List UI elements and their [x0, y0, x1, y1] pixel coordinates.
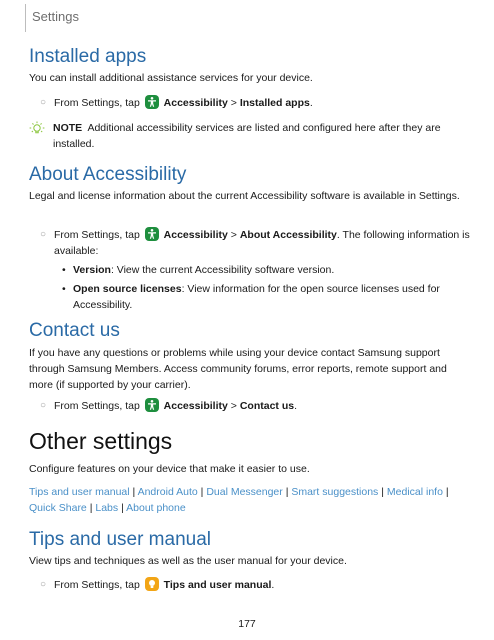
step-marker: ○: [40, 229, 47, 240]
step-suffix: . The following information is available:: [54, 229, 470, 257]
link-dual-messenger[interactable]: Dual Messenger: [206, 486, 283, 498]
link-separator: |: [132, 486, 136, 498]
about-accessibility-link[interactable]: About Accessibility: [239, 229, 337, 241]
link-quick-share[interactable]: Quick Share: [29, 502, 87, 514]
contact-us-step: [40, 398, 470, 414]
step-suffix: .: [271, 579, 275, 591]
about-accessibility-intro: Legal and license information about the current Accessibility software is available in Settings.: [29, 190, 460, 202]
tips-and-user-manual-link[interactable]: Tips and user manual: [163, 579, 272, 591]
section-header: Settings: [25, 4, 79, 32]
bullet-term: Open source licenses: [73, 283, 182, 295]
path-separator: >: [230, 400, 237, 412]
accessibility-link[interactable]: Accessibility: [163, 229, 228, 241]
other-settings-heading: Other settings: [29, 428, 173, 454]
page-number: 177: [238, 618, 256, 630]
installed-apps-link[interactable]: Installed apps: [239, 97, 310, 109]
accessibility-icon: [145, 95, 159, 109]
link-separator: |: [285, 486, 289, 498]
bullet-open-source: [62, 281, 467, 313]
step-marker: ○: [40, 97, 47, 108]
link-medical-info[interactable]: Medical info: [386, 486, 443, 498]
link-separator: |: [121, 502, 124, 514]
step-prefix: From Settings, tap: [54, 229, 140, 241]
step-marker: ○: [40, 579, 47, 590]
lightbulb-icon: [29, 120, 45, 141]
other-settings-links: [29, 484, 469, 516]
other-settings-intro: Configure features on your device that make it easier to use.: [29, 463, 310, 475]
step-marker: ○: [40, 400, 47, 411]
step-suffix: .: [309, 97, 313, 109]
about-accessibility-heading: About Accessibility: [29, 164, 187, 185]
link-separator: |: [381, 486, 384, 498]
accessibility-link[interactable]: Accessibility: [163, 97, 228, 109]
link-labs[interactable]: Labs: [95, 502, 119, 514]
accessibility-link[interactable]: Accessibility: [163, 400, 228, 412]
bullet-version: [62, 262, 467, 278]
bullet-marker: •: [62, 264, 66, 276]
installed-apps-heading: Installed apps: [29, 46, 147, 67]
step-prefix: From Settings, tap: [54, 579, 140, 591]
path-separator: >: [230, 229, 237, 241]
link-android-auto[interactable]: Android Auto: [137, 486, 198, 498]
about-accessibility-step: [40, 227, 470, 259]
step-prefix: From Settings, tap: [54, 97, 140, 109]
step-prefix: From Settings, tap: [54, 400, 140, 412]
note-block: [29, 120, 469, 152]
contact-us-intro: If you have any questions or problems while using your device contact Samsung support through Samsung Members. Access community forums, error reports, remote support and more (if supported by your carrier).: [29, 347, 447, 391]
bullet-marker: •: [62, 283, 66, 295]
accessibility-icon: [145, 227, 159, 241]
path-separator: >: [230, 97, 237, 109]
installed-apps-intro: You can install additional assistance services for your device.: [29, 72, 313, 84]
tips-manual-intro: View tips and techniques as well as the user manual for your device.: [29, 555, 347, 567]
bullet-desc: : View the current Accessibility software version.: [110, 264, 335, 276]
link-smart-suggestions[interactable]: Smart suggestions: [291, 486, 379, 498]
lightbulb-icon: [145, 577, 159, 591]
link-about-phone[interactable]: About phone: [126, 502, 186, 514]
installed-apps-step: [40, 95, 470, 111]
step-suffix: .: [294, 400, 298, 412]
link-tips-and-user-manual[interactable]: Tips and user manual: [29, 486, 130, 498]
accessibility-icon: [145, 398, 159, 412]
bullet-term: Version: [73, 264, 111, 276]
note-text: Additional accessibility services are listed and configured here after they are installed.: [53, 122, 441, 150]
tips-manual-heading: Tips and user manual: [29, 529, 212, 550]
contact-us-heading: Contact us: [29, 320, 120, 341]
link-separator: |: [445, 486, 449, 498]
note-label: NOTE: [53, 122, 83, 134]
tips-manual-step: [40, 577, 470, 593]
link-separator: |: [200, 486, 204, 498]
link-separator: |: [89, 502, 93, 514]
contact-us-link[interactable]: Contact us: [239, 400, 295, 412]
bullet-desc: : View information for the open source licenses used for Accessibility.: [73, 283, 440, 311]
